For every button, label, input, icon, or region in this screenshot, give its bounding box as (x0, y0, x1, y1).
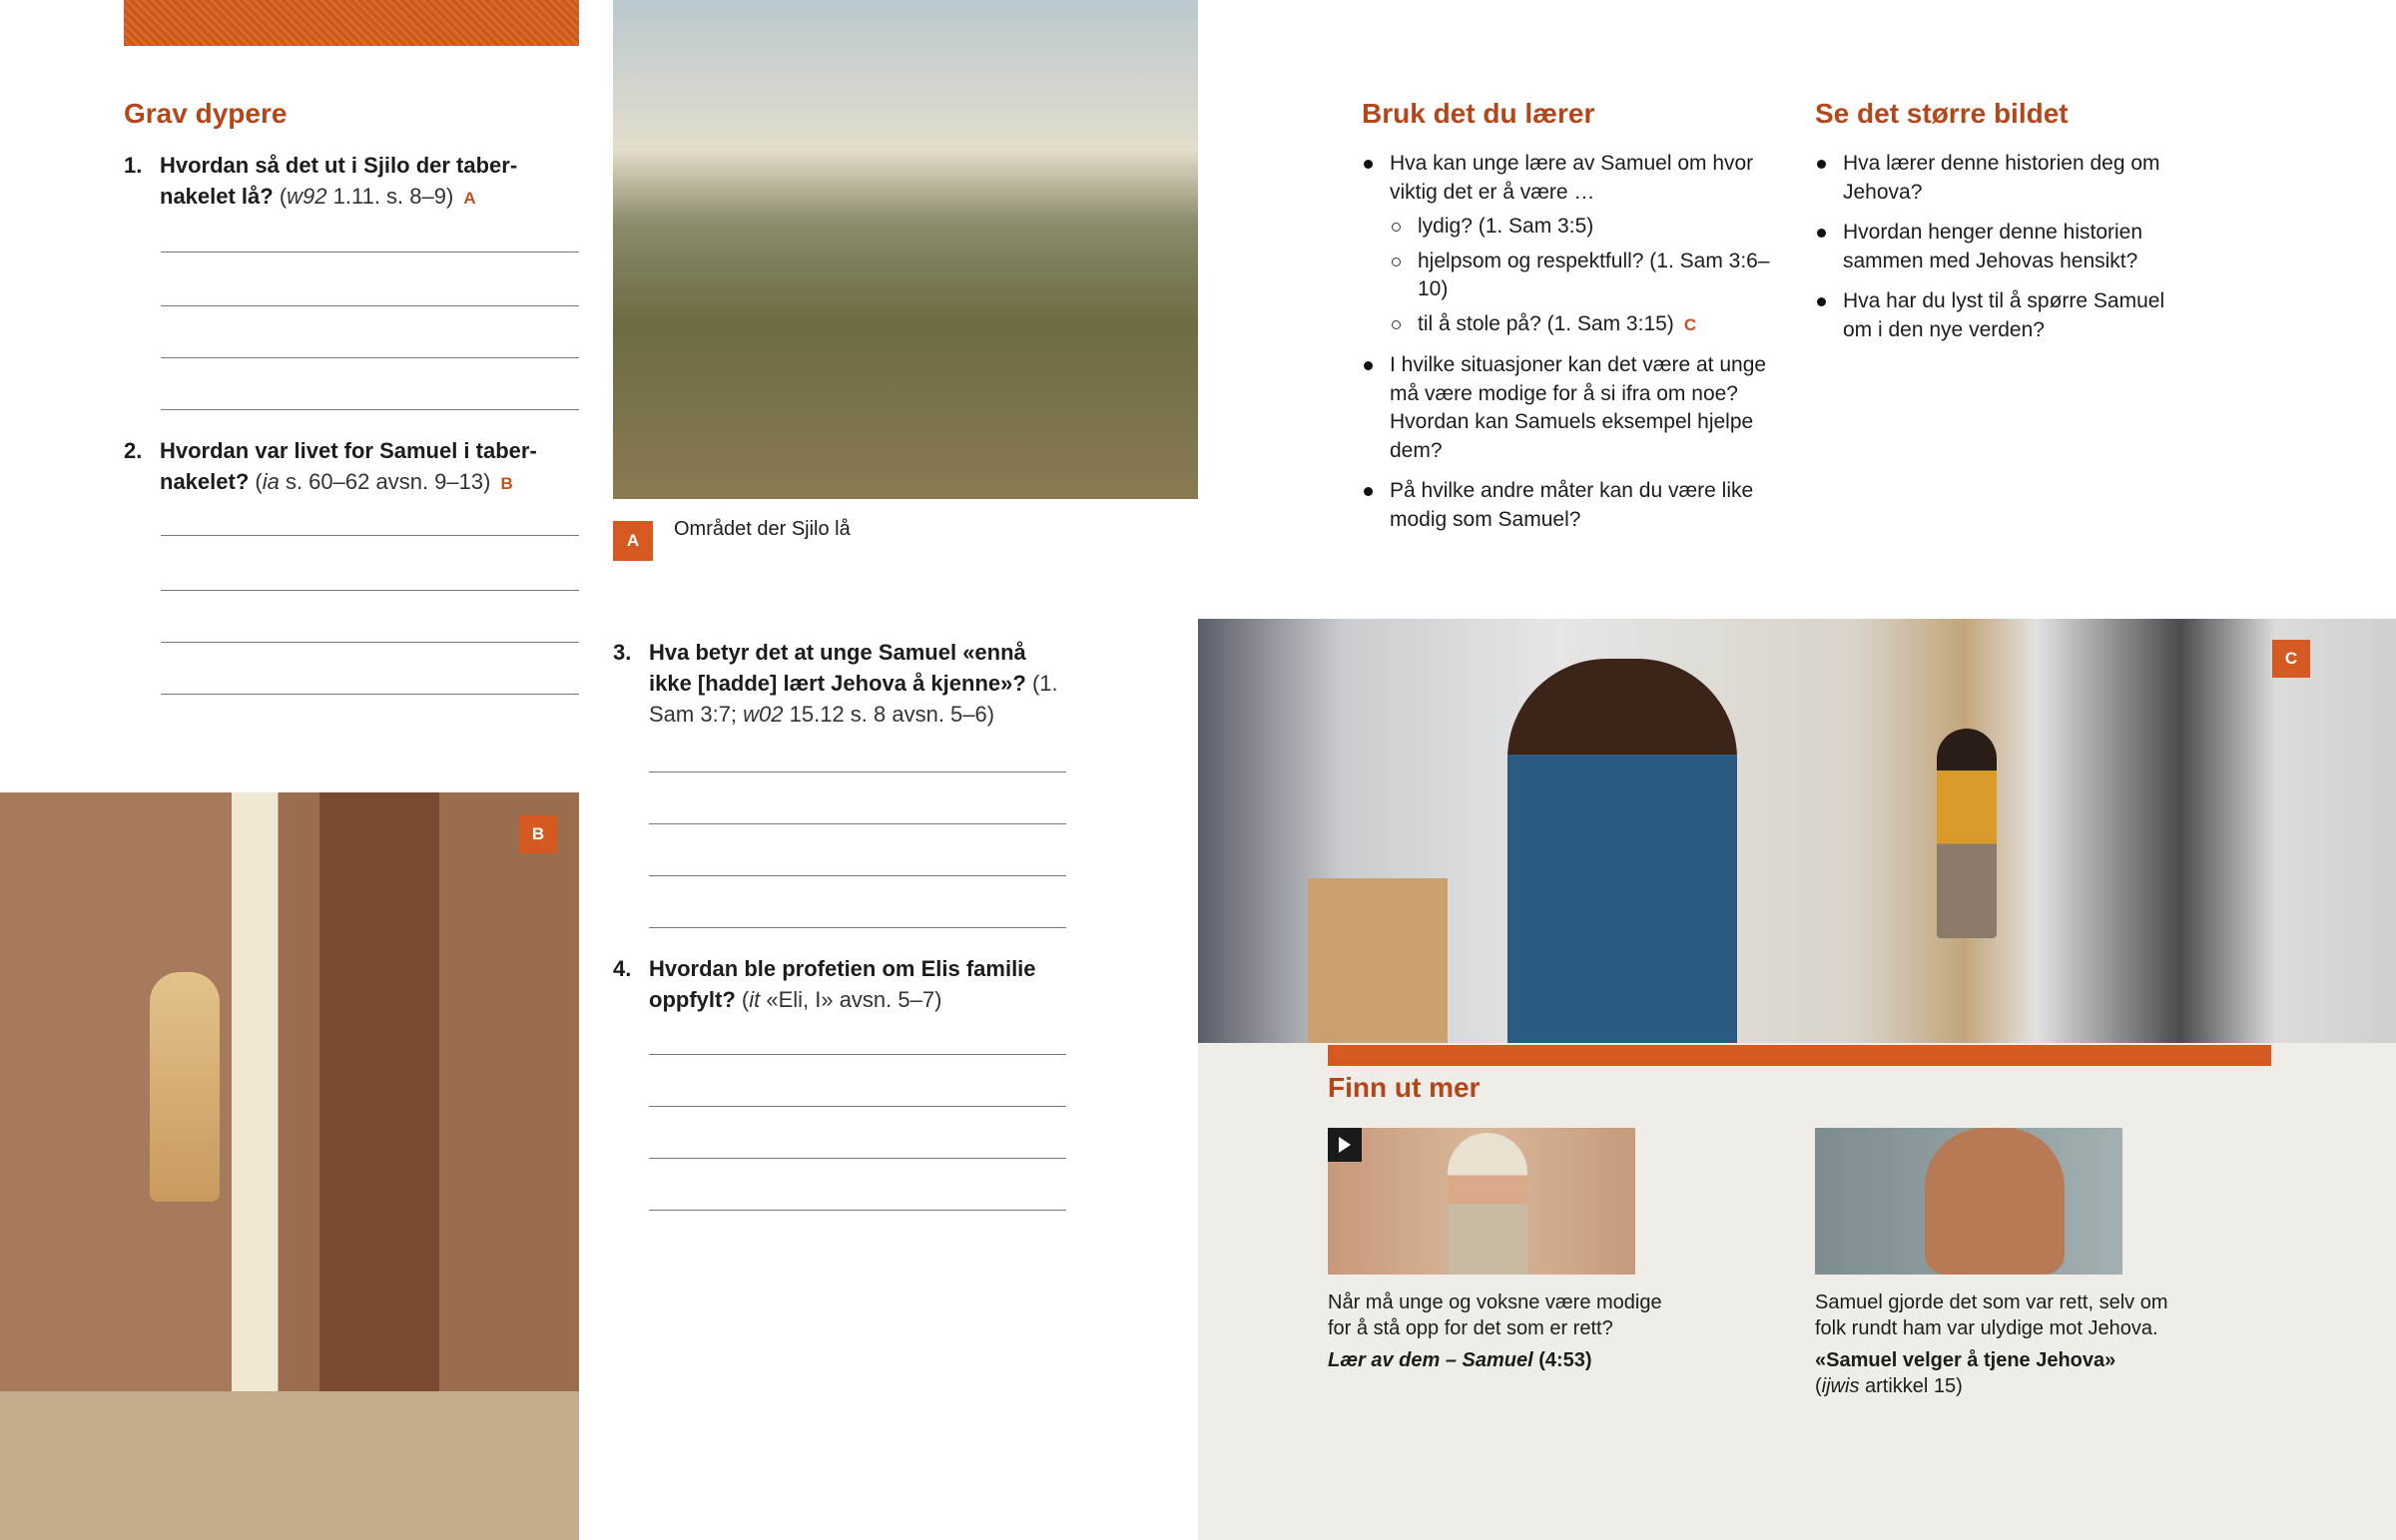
article-thumbnail[interactable] (1815, 1128, 2122, 1275)
list-item: Hvordan henger denne historien sammen med Jehovas hensikt? (1815, 219, 2194, 275)
answer-line[interactable] (649, 1106, 1066, 1107)
more-item-2-text: Samuel gjorde det som var rett, selv om folk rundt ham var ulydige mot Jehova. (1815, 1291, 2168, 1339)
orange-rule (1328, 1045, 2271, 1066)
apply-list (1362, 150, 1791, 546)
question-1: 1. Hvordan så det ut i Sjilo der tabernakelet lå? (w92 1.11. s. 8–9) A (124, 153, 518, 209)
answer-line[interactable] (649, 1054, 1066, 1055)
answer-line[interactable] (649, 823, 1066, 824)
article-link[interactable]: «Samuel velger å tjene Jehova» (1815, 1349, 2116, 1371)
list-item: På hvilke andre måter kan du være like modig som Samuel? (1362, 477, 1791, 534)
sub-item: til å stole på? (1. Sam 3:15) C (1390, 310, 1791, 340)
question-3: 3. Hva betyr det at unge Samuel «ennå ikke [hadde] lært Jehova å kjenne»? (1. Sam 3:7; w02 15.12 s. 8 avsn. 5–6) (613, 640, 1058, 727)
person-clipboard (1507, 659, 1737, 1043)
list-item: Hva lærer denne historien deg om Jehova? (1815, 150, 2194, 207)
sand-floor (0, 1391, 579, 1540)
more-item-2 (1815, 1289, 2194, 1399)
figure-samuel (150, 972, 220, 1202)
answer-line[interactable] (161, 305, 579, 306)
list-item: Hva har du lyst til å spørre Samuel om i den nye verden? (1815, 287, 2194, 344)
play-icon[interactable] (1328, 1128, 1362, 1162)
ref-tag-c: C (1683, 314, 1697, 334)
answer-line[interactable] (649, 771, 1066, 772)
section-heading-grav-dypere: Grav dypere (124, 98, 288, 129)
answer-line[interactable] (161, 642, 579, 643)
answer-line[interactable] (649, 1210, 1066, 1211)
orange-texture-banner (124, 0, 579, 46)
badge-b: B (519, 815, 557, 853)
video-thumbnail[interactable] (1328, 1128, 1635, 1275)
image-a-caption: Området der Sjilo lå (674, 518, 851, 540)
answer-line[interactable] (161, 590, 579, 591)
more-item-1-text: Når må unge og voksne være modige for å stå opp for det som er rett? (1328, 1291, 1662, 1339)
list-item: Hva kan unge lære av Samuel om hvor viktig det er å være … lydig? (1. Sam 3:5) hjelpsom og respektfull? (1. Sam 3:6–10) til å stole på? (1. Sam 3:15) C (1362, 150, 1791, 339)
badge-a: A (613, 521, 653, 561)
bigger-list (1815, 150, 2194, 356)
answer-line[interactable] (161, 535, 579, 536)
answer-line[interactable] (649, 927, 1066, 928)
child-figure (1448, 1133, 1527, 1275)
ref-tag-a: A (463, 189, 476, 208)
answer-line[interactable] (649, 875, 1066, 876)
person-cleaning (1937, 729, 1997, 938)
answer-line[interactable] (161, 409, 579, 410)
video-link[interactable]: Lær av dem – Samuel (4:53) (1328, 1349, 1592, 1371)
illustration-samuel-door (0, 792, 579, 1540)
door-panel (319, 792, 439, 1391)
answer-line[interactable] (649, 1158, 1066, 1159)
question-4: 4. Hvordan ble profetien om Elis familie oppfylt? (it «Eli, I» avsn. 5–7) (613, 956, 1036, 1012)
photo-storage-room (1198, 619, 2396, 1043)
cartoon-boy (1925, 1128, 2065, 1275)
sub-item: lydig? (1. Sam 3:5) (1390, 213, 1791, 242)
list-item: I hvilke situasjoner kan det være at unge må være modige for å si ifra om noe? Hvordan kan Samuels eksempel hjelpe dem? (1362, 351, 1791, 465)
box (1308, 878, 1448, 1043)
answer-line[interactable] (161, 357, 579, 358)
article-ref: (ijwis artikkel 15) (1815, 1375, 1963, 1397)
more-item-1 (1328, 1289, 1687, 1373)
landscape-photo-sjilo (613, 0, 1198, 499)
section-heading-finn-ut-mer: Finn ut mer (1328, 1072, 1481, 1103)
answer-line[interactable] (161, 694, 579, 695)
badge-c: C (2272, 640, 2310, 678)
ref-tag-b: B (500, 474, 513, 493)
sub-item: hjelpsom og respektfull? (1. Sam 3:6–10) (1390, 248, 1791, 304)
section-heading-se-det: Se det større bildet (1815, 98, 2069, 129)
answer-line[interactable] (161, 252, 579, 253)
section-heading-bruk: Bruk det du lærer (1362, 98, 1595, 129)
question-2: 2. Hvordan var livet for Samuel i tabernakelet? (ia s. 60–62 avsn. 9–13) B (124, 438, 537, 494)
